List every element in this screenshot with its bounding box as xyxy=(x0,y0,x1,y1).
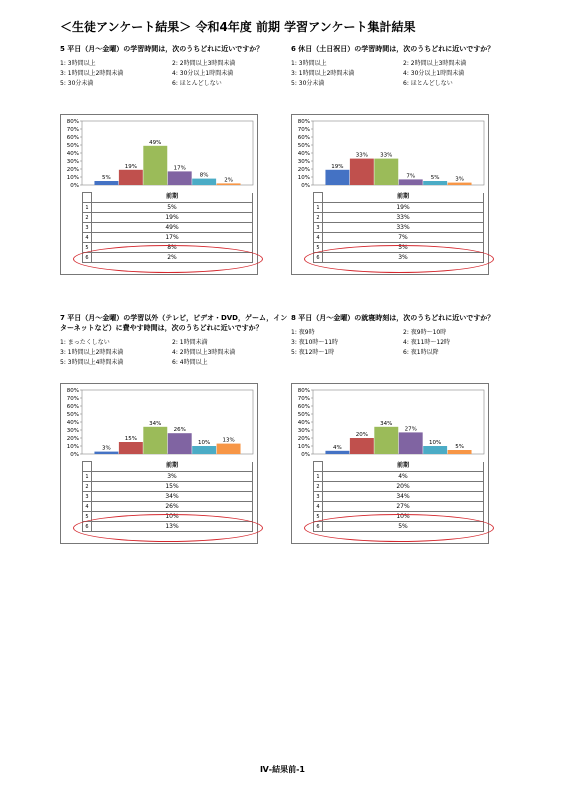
table-cell: 17% xyxy=(92,233,253,243)
row-label: 6 xyxy=(83,253,92,263)
data-label: 19% xyxy=(124,163,137,170)
option-item: 6: ほとんどしない xyxy=(172,80,222,87)
row-label: 4 xyxy=(314,502,323,512)
bar xyxy=(350,438,374,454)
table-cell: 19% xyxy=(323,203,484,213)
row-label: 5 xyxy=(314,512,323,522)
table-row xyxy=(83,502,253,512)
data-label: 8% xyxy=(199,172,209,179)
highlight-ellipse xyxy=(304,514,494,542)
section-q6 xyxy=(291,44,519,284)
data-label: 34% xyxy=(380,420,393,427)
data-label: 19% xyxy=(331,163,344,170)
table-header: 前期 xyxy=(92,462,253,472)
chart-panel xyxy=(291,114,489,275)
y-tick-label: 10% xyxy=(297,444,310,450)
table-row xyxy=(314,492,484,502)
question-text: 7 平日（月～金曜）の学習以外（テレビ，ビデオ・DVD，ゲーム，インターネットなど）に費やす時間は，次のうちどれに近いですか？ xyxy=(60,314,288,332)
row-label: 2 xyxy=(83,482,92,492)
y-tick-label: 50% xyxy=(297,143,310,149)
bar xyxy=(374,427,398,454)
table-cell: 5% xyxy=(323,243,484,253)
data-label: 49% xyxy=(149,139,162,146)
table-cell: 7% xyxy=(323,233,484,243)
table-row xyxy=(83,492,253,502)
y-tick-label: 60% xyxy=(66,135,79,141)
option-item: 4: 2時間以上3時間未満 xyxy=(172,349,236,356)
data-label: 13% xyxy=(222,437,235,444)
y-tick-label: 80% xyxy=(297,388,310,394)
data-label: 5% xyxy=(430,175,440,181)
bar xyxy=(399,179,423,185)
table-cell: 8% xyxy=(92,243,253,253)
table-row xyxy=(83,213,253,223)
row-label: 6 xyxy=(314,253,323,263)
y-tick-label: 20% xyxy=(297,436,310,442)
y-tick-label: 0% xyxy=(70,183,79,189)
option-item: 4: 30分以上1時間未満 xyxy=(403,70,465,77)
data-label: 3% xyxy=(102,445,111,452)
bar xyxy=(448,183,472,185)
y-tick-label: 40% xyxy=(297,420,310,426)
bar xyxy=(94,452,118,454)
table-cell: 3% xyxy=(323,253,484,263)
y-tick-label: 30% xyxy=(66,159,79,165)
y-tick-label: 70% xyxy=(66,396,79,402)
y-tick-label: 30% xyxy=(66,428,79,434)
y-tick-label: 50% xyxy=(66,143,79,149)
option-item: 6: ほとんどしない xyxy=(403,80,453,87)
row-label: 4 xyxy=(83,233,92,243)
table-cell: 19% xyxy=(92,213,253,223)
option-item: 4: 30分以上1時間未満 xyxy=(172,70,234,77)
y-tick-label: 50% xyxy=(297,412,310,418)
y-tick-label: 0% xyxy=(301,183,310,189)
table-cell: 2% xyxy=(92,253,253,263)
table-cell: 20% xyxy=(323,482,484,492)
table-row xyxy=(83,203,253,213)
bar xyxy=(423,446,447,454)
table-cell: 4% xyxy=(323,472,484,482)
table-row xyxy=(83,233,253,243)
y-tick-label: 70% xyxy=(66,127,79,133)
chart-panel xyxy=(291,383,489,544)
table-cell: 49% xyxy=(92,223,253,233)
y-tick-label: 60% xyxy=(297,135,310,141)
option-item: 1: 夜9時 xyxy=(291,329,315,336)
table-row xyxy=(83,482,253,492)
y-tick-label: 30% xyxy=(297,159,310,165)
chart-panel xyxy=(60,114,258,275)
row-label: 3 xyxy=(314,223,323,233)
option-item: 5: 3時間以上4時間未満 xyxy=(60,359,124,366)
bar xyxy=(119,170,143,185)
row-label: 1 xyxy=(314,472,323,482)
y-tick-label: 40% xyxy=(66,420,79,426)
table-header-row xyxy=(314,462,484,472)
table-cell: 34% xyxy=(92,492,253,502)
row-label: 4 xyxy=(314,233,323,243)
table-cell: 27% xyxy=(323,502,484,512)
option-list xyxy=(291,328,519,358)
option-item: 6: 4時間以上 xyxy=(172,359,208,366)
table-row xyxy=(314,472,484,482)
bar xyxy=(448,450,472,454)
bar xyxy=(94,181,118,185)
bar xyxy=(217,444,241,454)
y-tick-label: 60% xyxy=(297,404,310,410)
chart-panel xyxy=(60,383,258,544)
data-label: 10% xyxy=(429,440,442,446)
y-tick-label: 80% xyxy=(66,388,79,394)
y-tick-label: 80% xyxy=(297,119,310,125)
table-row xyxy=(314,213,484,223)
y-tick-label: 10% xyxy=(297,175,310,181)
bar xyxy=(143,427,167,454)
table-cell: 5% xyxy=(92,203,253,213)
data-label: 7% xyxy=(406,173,416,180)
data-label: 17% xyxy=(173,165,186,172)
table-cell: 10% xyxy=(92,512,253,522)
data-label: 15% xyxy=(124,436,137,442)
data-label: 2% xyxy=(224,177,233,184)
table-cell: 33% xyxy=(323,213,484,223)
y-tick-label: 0% xyxy=(301,452,310,458)
table-row xyxy=(314,482,484,492)
row-label: 4 xyxy=(83,502,92,512)
data-label: 5% xyxy=(102,175,111,181)
y-tick-label: 40% xyxy=(66,151,79,157)
table-cell: 13% xyxy=(92,522,253,532)
question-text: 5 平日（月～金曜）の学習時間は，次のうちどれに近いですか？ xyxy=(60,45,264,53)
highlight-ellipse xyxy=(73,245,263,273)
table-row xyxy=(314,203,484,213)
data-label: 26% xyxy=(173,427,186,434)
option-item: 1: まったくしない xyxy=(60,339,110,346)
y-tick-label: 50% xyxy=(66,412,79,418)
row-label: 3 xyxy=(314,492,323,502)
option-item: 2: 2時間以上3時間未満 xyxy=(403,60,467,67)
option-item: 1: 3時間以上 xyxy=(60,60,96,67)
row-label: 2 xyxy=(83,213,92,223)
row-label: 2 xyxy=(314,482,323,492)
y-tick-label: 10% xyxy=(66,444,79,450)
data-label: 4% xyxy=(333,444,342,451)
y-tick-label: 60% xyxy=(66,404,79,410)
y-tick-label: 70% xyxy=(297,127,310,133)
question-text: 6 休日（土日祝日）の学習時間は，次のうちどれに近いですか？ xyxy=(291,45,495,53)
table-cell: 5% xyxy=(323,522,484,532)
section-q7 xyxy=(60,313,288,553)
y-tick-label: 20% xyxy=(66,436,79,442)
option-item: 3: 1時間以上2時間未満 xyxy=(60,349,124,356)
option-item: 2: 夜9時～10時 xyxy=(403,329,447,336)
option-list xyxy=(60,338,288,368)
page-title: ＜生徒アンケート結果＞ 令和4年度 前期 学習アンケート集計結果 xyxy=(60,20,416,34)
table-header: 前期 xyxy=(323,193,484,203)
bar xyxy=(192,446,216,454)
table-row xyxy=(314,502,484,512)
bar xyxy=(168,171,192,185)
highlight-ellipse xyxy=(73,514,263,542)
question-text: 8 平日（月～金曜）の就寝時刻は，次のうちどれに近いですか？ xyxy=(291,314,495,322)
section-q5 xyxy=(60,44,288,284)
row-label: 5 xyxy=(83,243,92,253)
bar xyxy=(119,442,143,454)
row-label: 3 xyxy=(83,223,92,233)
bar xyxy=(399,432,423,454)
option-item: 4: 夜11時～12時 xyxy=(403,339,451,346)
bar xyxy=(192,179,216,185)
table-header: 前期 xyxy=(323,462,484,472)
option-item: 2: 1時間未満 xyxy=(172,339,208,346)
row-label: 5 xyxy=(314,243,323,253)
bar xyxy=(217,183,241,185)
bar xyxy=(374,159,398,185)
bar xyxy=(168,433,192,454)
table-cell: 34% xyxy=(323,492,484,502)
data-label: 27% xyxy=(404,426,417,433)
data-label: 33% xyxy=(380,152,393,159)
table-row xyxy=(314,233,484,243)
table-cell: 33% xyxy=(323,223,484,233)
bar xyxy=(423,181,447,185)
table-cell: 10% xyxy=(323,512,484,522)
row-label: 2 xyxy=(314,213,323,223)
row-label: 6 xyxy=(314,522,323,532)
option-item: 1: 3時間以上 xyxy=(291,60,327,67)
table-row xyxy=(83,472,253,482)
table-header-row xyxy=(83,193,253,203)
table-cell: 15% xyxy=(92,482,253,492)
table-row xyxy=(83,223,253,233)
section-q8 xyxy=(291,313,519,553)
y-tick-label: 30% xyxy=(297,428,310,434)
row-label: 1 xyxy=(83,472,92,482)
row-label: 5 xyxy=(83,512,92,522)
y-tick-label: 20% xyxy=(297,167,310,173)
table-header-row xyxy=(314,193,484,203)
table-header: 前期 xyxy=(92,193,253,203)
y-tick-label: 70% xyxy=(297,396,310,402)
bar xyxy=(325,170,349,185)
page-footer: Ⅳ-結果前-1 xyxy=(260,765,305,774)
highlight-ellipse xyxy=(304,245,494,273)
table-cell: 3% xyxy=(92,472,253,482)
row-label: 6 xyxy=(83,522,92,532)
option-item: 5: 30分未満 xyxy=(60,80,94,87)
data-label: 10% xyxy=(198,440,211,446)
option-item: 6: 夜1時以降 xyxy=(403,349,439,356)
row-label: 1 xyxy=(83,203,92,213)
option-list xyxy=(291,59,519,89)
y-tick-label: 40% xyxy=(297,151,310,157)
row-label: 3 xyxy=(83,492,92,502)
data-label: 5% xyxy=(455,444,464,450)
y-tick-label: 80% xyxy=(66,119,79,125)
table-cell: 26% xyxy=(92,502,253,512)
option-item: 3: 夜10時～11時 xyxy=(291,339,339,346)
y-tick-label: 0% xyxy=(70,452,79,458)
data-label: 34% xyxy=(149,420,162,427)
y-tick-label: 10% xyxy=(66,175,79,181)
bar xyxy=(143,146,167,185)
row-label: 1 xyxy=(314,203,323,213)
data-label: 33% xyxy=(355,152,368,159)
bar xyxy=(350,159,374,185)
data-label: 20% xyxy=(355,432,368,438)
y-tick-label: 20% xyxy=(66,167,79,173)
option-list xyxy=(60,59,288,89)
table-row xyxy=(314,223,484,233)
option-item: 5: 夜12時～1時 xyxy=(291,349,335,356)
option-item: 2: 2時間以上3時間未満 xyxy=(172,60,236,67)
data-label: 3% xyxy=(455,176,464,183)
table-header-row xyxy=(83,462,253,472)
bar xyxy=(325,451,349,454)
option-item: 3: 1時間以上2時間未満 xyxy=(60,70,124,77)
option-item: 3: 1時間以上2時間未満 xyxy=(291,70,355,77)
option-item: 5: 30分未満 xyxy=(291,80,325,87)
